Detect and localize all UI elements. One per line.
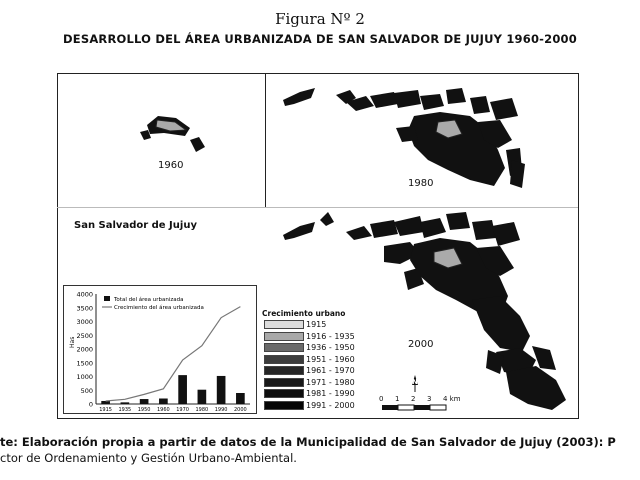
legend-label: 1971 - 1980 xyxy=(306,377,355,387)
scale-label-3: 3 xyxy=(427,395,432,403)
chart-svg xyxy=(64,286,256,413)
scale-bar xyxy=(382,405,446,410)
legend-swatch xyxy=(264,366,304,375)
x-tick-label: 1935 xyxy=(118,407,132,413)
legend-bar-label: Total del área urbanizada xyxy=(114,297,184,303)
legend-swatch xyxy=(264,320,304,329)
scale-label-2: 2 xyxy=(411,395,416,403)
y-tick-label: 2000 xyxy=(76,345,93,354)
bar xyxy=(121,402,130,404)
bar xyxy=(198,390,207,404)
scale-label-0: 0 xyxy=(379,395,384,403)
legend-label: 1916 - 1935 xyxy=(306,331,355,341)
legend-label: 1936 - 1950 xyxy=(306,343,355,352)
map-1960 xyxy=(140,116,205,152)
y-tick-label: 500 xyxy=(80,386,93,395)
y-tick-label: 3500 xyxy=(76,304,93,313)
legend-label: 1915 xyxy=(306,320,327,329)
north-symbol: N xyxy=(412,378,418,386)
x-tick-label: 1915 xyxy=(99,407,112,413)
legend-line-label: Crecimiento del área urbanizada xyxy=(114,305,204,311)
y-tick-label: 1500 xyxy=(76,359,93,368)
x-tick-label: 1950 xyxy=(137,407,151,413)
legend-title: Crecimiento urbano xyxy=(262,309,346,318)
legend-swatch xyxy=(264,389,304,398)
bar xyxy=(217,376,226,404)
bar xyxy=(178,375,187,404)
place-name: San Salvador de Jujuy xyxy=(74,220,197,231)
bar xyxy=(159,399,168,405)
y-tick-label: 0 xyxy=(88,400,93,409)
figure-subtitle: DESARROLLO DEL ÁREA URBANIZADA DE SAN SALVADOR DE JUJUY 1960-2000 xyxy=(63,32,577,46)
legend-label: 1981 - 1990 xyxy=(306,389,355,398)
y-tick-label: 4000 xyxy=(76,290,93,299)
legend-swatch xyxy=(264,378,304,387)
legend-label: 1961 - 1970 xyxy=(306,366,355,375)
panel-label-2000: 2000 xyxy=(408,339,434,350)
legend-label: 1991 - 2000 xyxy=(306,400,355,410)
legend-swatch xyxy=(264,343,304,352)
panel-label-1960: 1960 xyxy=(158,160,184,171)
panel-label-1980: 1980 xyxy=(408,178,434,189)
map-1980 xyxy=(283,88,525,188)
y-tick-label: 1000 xyxy=(76,373,93,381)
scale-label-4: 4 km xyxy=(443,395,461,403)
x-tick-label: 2000 xyxy=(234,407,247,413)
source-line-1: te: Elaboración propia a partir de datos de la Municipalidad de San Salvador de Jujuy (2003): P xyxy=(0,435,616,449)
source-line-2: ctor de Ordenamiento y Gestión Urbano-Ambiental. xyxy=(0,451,297,465)
legend-swatch xyxy=(264,401,304,410)
bar xyxy=(236,393,245,404)
y-axis-label: Has xyxy=(69,336,76,348)
bar xyxy=(140,399,149,404)
legend-swatch xyxy=(264,332,304,341)
scale-label-1: 1 xyxy=(395,395,400,403)
bar xyxy=(101,401,110,404)
x-tick-label: 1960 xyxy=(157,407,170,413)
y-tick-label: 3000 xyxy=(76,318,93,326)
x-tick-label: 1970 xyxy=(176,407,189,413)
source-note xyxy=(0,434,640,466)
figure-title: Figura Nº 2 xyxy=(275,10,365,28)
x-tick-label: 1990 xyxy=(214,407,228,413)
legend-bar-swatch xyxy=(104,296,110,301)
inset-chart xyxy=(63,285,257,414)
x-tick-label: 1980 xyxy=(195,407,209,413)
legend-label: 1951 - 1960 xyxy=(306,354,355,364)
y-tick-label: 2500 xyxy=(76,331,93,340)
legend-swatch xyxy=(264,355,304,364)
